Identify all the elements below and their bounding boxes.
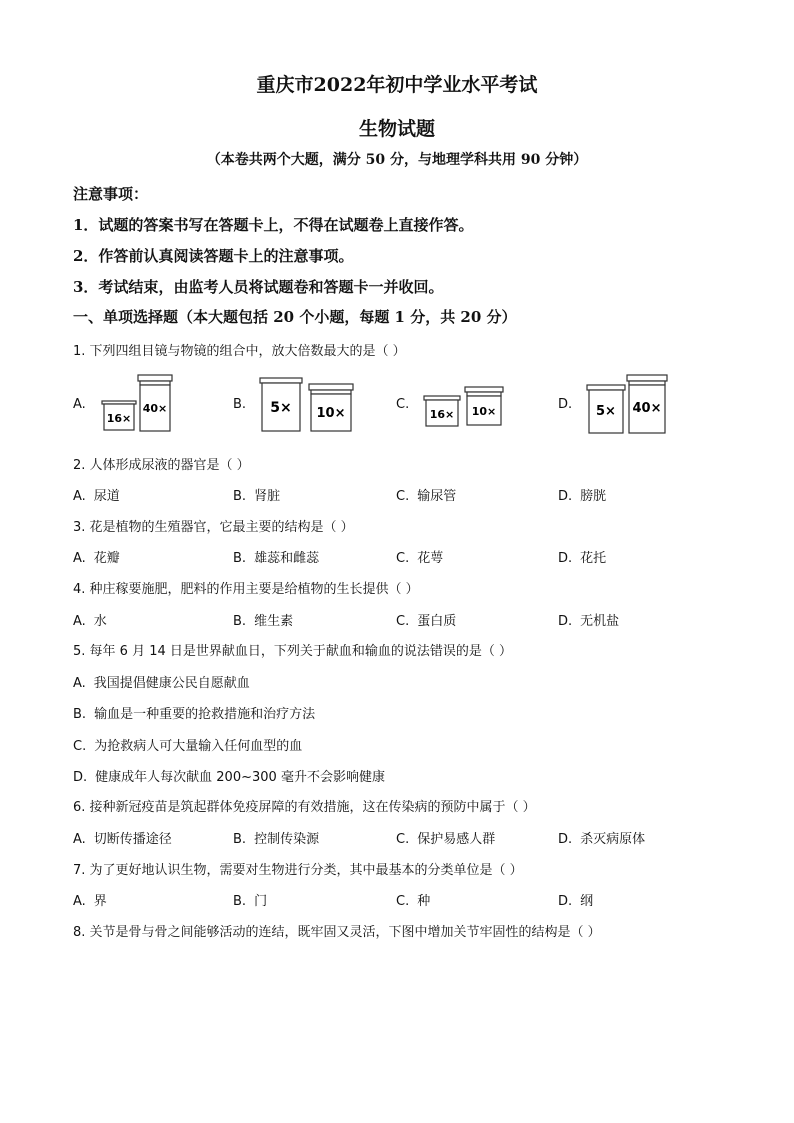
option-text: 无机盐 xyxy=(580,614,620,629)
option-text: 我国提倡健康公民自愿献血 xyxy=(93,676,250,691)
option-text: 界 xyxy=(93,894,107,909)
objective-lens xyxy=(309,384,353,431)
option-letter: B. xyxy=(233,551,247,566)
option-letter: A. xyxy=(73,832,86,847)
question-stem: 7. 为了更好地认识生物，需要对生物进行分类，其中最基本的分类单位是（ ） xyxy=(73,863,523,878)
option-letter: D. xyxy=(558,551,573,566)
option-text: 切断传播途径 xyxy=(93,832,172,847)
objective-lens xyxy=(465,387,503,425)
notice-item: 1．试题的答案书写在答题卡上，不得在试题卷上直接作答。 xyxy=(73,216,474,234)
option-text: 花萼 xyxy=(417,551,444,566)
option-letter: C. xyxy=(396,397,410,412)
notice-item: 3．考试结束，由监考人员将试题卷和答题卡一并收回。 xyxy=(73,278,444,296)
option xyxy=(558,547,606,566)
objective-lens xyxy=(138,375,172,431)
option-letter: B. xyxy=(233,397,247,412)
option xyxy=(73,828,172,847)
option-text: 花托 xyxy=(580,551,607,566)
option-letter: D. xyxy=(558,894,573,909)
lens-pair-figure xyxy=(420,385,510,430)
option-letter: D. xyxy=(558,614,573,629)
question-stem: 3. 花是植物的生殖器官，它最主要的结构是（ ） xyxy=(73,520,354,535)
option-letter: A. xyxy=(73,676,86,691)
option xyxy=(233,610,293,629)
question-stem: 8. 关节是骨与骨之间能够活动的连结，既牢固又灵活，下图中增加关节牢固性的结构是（ ） xyxy=(73,925,601,940)
option-letter: D. xyxy=(558,832,573,847)
option xyxy=(558,890,593,909)
option xyxy=(233,890,267,909)
option xyxy=(233,828,319,847)
eyepiece-lens xyxy=(260,378,302,431)
option-text: 维生素 xyxy=(254,614,294,629)
option-text: 雄蕊和雌蕊 xyxy=(254,551,320,566)
question-stem: 4. 种庄稼要施肥，肥料的作用主要是给植物的生长提供（ ） xyxy=(73,582,419,597)
objective-label: 40× xyxy=(632,401,662,416)
option-text: 肾脏 xyxy=(254,489,281,504)
lens-pair-figure xyxy=(585,373,675,437)
option-text: 杀灭病原体 xyxy=(580,832,646,847)
option-letter: D. xyxy=(558,489,573,504)
option-text: 保护易感人群 xyxy=(417,832,496,847)
objective-label: 10× xyxy=(471,405,497,418)
option-text: 水 xyxy=(93,614,107,629)
option-letter: D. xyxy=(558,397,573,412)
eyepiece-label: 16× xyxy=(106,412,132,425)
option xyxy=(233,547,319,566)
option xyxy=(73,890,107,909)
eyepiece-lens xyxy=(587,385,625,433)
option-letter: A. xyxy=(73,489,86,504)
exam-note: （本卷共两个大题，满分 50 分，与地理学科共用 90 分钟） xyxy=(206,152,588,168)
option xyxy=(558,485,606,504)
option xyxy=(396,610,456,629)
option-letter: A. xyxy=(73,894,86,909)
option-letter: C. xyxy=(396,614,410,629)
option-letter: C. xyxy=(396,489,410,504)
option-text: 种 xyxy=(417,894,431,909)
question-stem: 1. 下列四组目镜与物镜的组合中，放大倍数最大的是（ ） xyxy=(73,344,406,359)
lens-pair-figure xyxy=(100,373,180,433)
option-letter: B. xyxy=(73,707,87,722)
question-stem: 2. 人体形成尿液的器官是（ ） xyxy=(73,458,250,473)
option xyxy=(73,610,107,629)
eyepiece-lens xyxy=(102,401,136,430)
objective-lens xyxy=(627,375,667,433)
option xyxy=(558,610,619,629)
lens-pair-figure xyxy=(258,373,358,435)
question-stem: 5. 每年 6 月 14 日是世界献血日，下列关于献血和输血的说法错误的是（ ） xyxy=(73,644,513,659)
option-letter: A. xyxy=(73,614,86,629)
option-letter: B. xyxy=(233,489,247,504)
exam-subtitle: 生物试题 xyxy=(358,118,435,140)
option xyxy=(233,485,280,504)
option-text: 花瓣 xyxy=(93,551,120,566)
option-text: 健康成年人每次献血 200~300 毫升不会影响健康 xyxy=(95,770,385,785)
option xyxy=(73,766,385,785)
question-stem: 6. 接种新冠疫苗是筑起群体免疫屏障的有效措施，这在传染病的预防中属于（ ） xyxy=(73,800,536,815)
option-text: 为抢救病人可大量输入任何血型的血 xyxy=(94,739,303,754)
eyepiece-label: 16× xyxy=(429,408,455,421)
option xyxy=(396,547,443,566)
option-letter: B. xyxy=(233,894,247,909)
option xyxy=(396,828,495,847)
exam-title: 重庆市2022年初中学业水平考试 xyxy=(256,74,538,96)
option-letter: B. xyxy=(233,832,247,847)
option xyxy=(73,703,315,722)
eyepiece-label: 5× xyxy=(270,400,292,416)
objective-label: 40× xyxy=(142,402,168,415)
option-text: 输尿管 xyxy=(417,489,457,504)
option xyxy=(73,672,250,691)
option xyxy=(396,485,456,504)
option-letter: B. xyxy=(233,614,247,629)
option-text: 尿道 xyxy=(93,489,120,504)
section-heading: 一、单项选择题（本大题包括 20 个小题，每题 1 分，共 20 分） xyxy=(73,308,517,326)
option-letter: C. xyxy=(396,832,410,847)
eyepiece-label: 5× xyxy=(596,404,616,419)
option-letter: C. xyxy=(396,894,410,909)
option-letter: A. xyxy=(73,397,86,412)
notice-heading: 注意事项： xyxy=(73,185,149,203)
option-text: 膀胱 xyxy=(580,489,607,504)
notice-item: 2．作答前认真阅读答题卡上的注意事项。 xyxy=(73,247,354,265)
option xyxy=(396,890,430,909)
option-text: 控制传染源 xyxy=(254,832,320,847)
eyepiece-lens xyxy=(424,396,460,426)
option-letter: C. xyxy=(73,739,87,754)
option-letter: D. xyxy=(73,770,88,785)
option xyxy=(73,735,302,754)
option-letter: C. xyxy=(396,551,410,566)
option-letter: A. xyxy=(73,551,86,566)
option-text: 蛋白质 xyxy=(417,614,457,629)
option xyxy=(73,547,120,566)
objective-label: 10× xyxy=(316,406,346,421)
option-text: 门 xyxy=(254,894,268,909)
option xyxy=(558,828,645,847)
option xyxy=(73,485,120,504)
option-text: 输血是一种重要的抢救措施和治疗方法 xyxy=(94,707,316,722)
option-text: 纲 xyxy=(580,894,594,909)
